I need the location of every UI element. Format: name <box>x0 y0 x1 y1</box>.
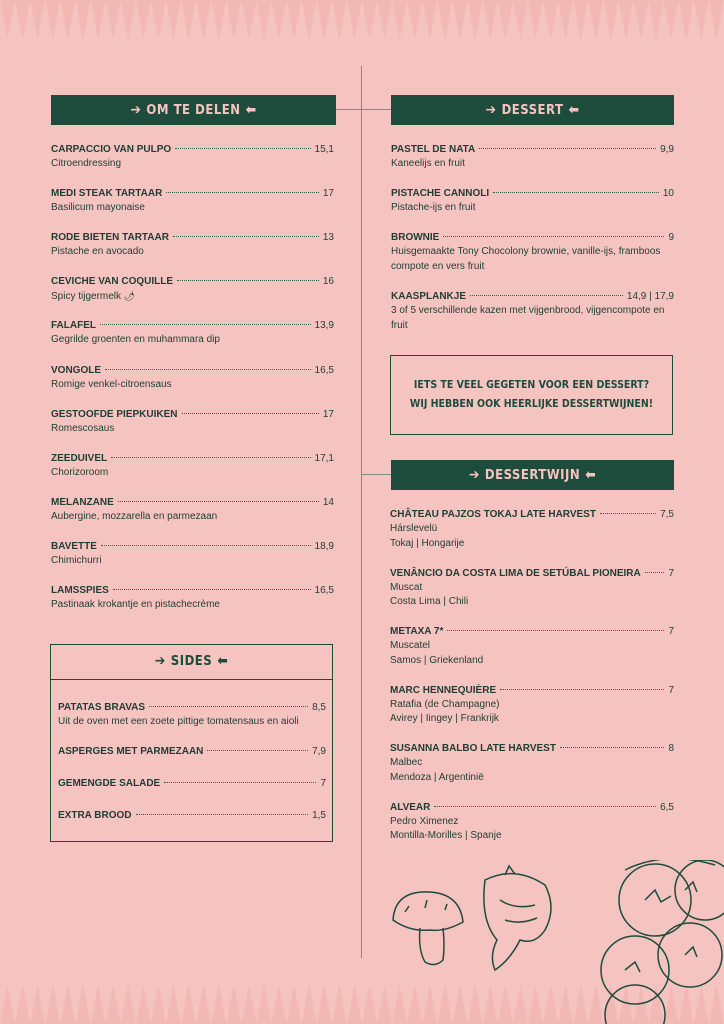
menu-item-name: KAASPLANKJE <box>391 291 467 302</box>
dot-leader <box>434 806 656 807</box>
menu-item-price: 17 <box>322 188 334 200</box>
dot-leader <box>182 413 319 414</box>
dessert-banner <box>391 95 674 125</box>
dot-leader <box>493 192 659 193</box>
vegetable-illustration <box>385 860 724 1024</box>
menu-item-description: Chimichurri <box>51 554 102 566</box>
menu-item-price: 7,9 <box>312 746 326 757</box>
menu-item-name: LAMSSPIES <box>51 585 109 596</box>
dessert-banner-title: DESSERT <box>501 102 564 118</box>
menu-item <box>58 701 326 730</box>
dot-leader <box>177 280 319 281</box>
menu-item-name: CEVICHE VAN COQUILLE <box>51 276 174 288</box>
note-line-1: IETS TE VEEL GEGETEN VOOR EEN DESSERT? <box>413 379 650 391</box>
dot-leader <box>118 501 319 502</box>
dot-leader <box>149 706 308 707</box>
menu-item <box>51 187 334 216</box>
menu-item <box>391 231 674 274</box>
tomato-cluster-icon <box>601 860 724 1024</box>
arrow-left-icon: ⬅ <box>245 102 257 118</box>
menu-item-name: PASTEL DE NATA <box>391 144 476 155</box>
menu-item-description: Avirey | Iingey | Frankrijk <box>390 713 499 724</box>
menu-item-name: ASPERGES MET PARMEZAAN <box>58 746 204 757</box>
menu-item-name: GEMENGDE SALADE <box>58 778 161 789</box>
sides-header-line <box>51 679 332 680</box>
menu-item-price: 7 <box>320 778 326 789</box>
menu-item-description: Citroendressing <box>51 158 122 169</box>
menu-item-description: Basilicum mayonaise <box>51 202 145 214</box>
menu-item <box>58 777 326 791</box>
menu-item <box>391 143 674 172</box>
menu-item-price: 15,1 <box>314 144 334 155</box>
menu-item-description: Pistache en avocado <box>51 246 144 258</box>
menu-item-description: 3 of 5 verschillende kazen met vijgenbrood, vijgencompote en fruit <box>391 305 665 331</box>
menu-item-name: PISTACHE CANNOLI <box>391 188 490 199</box>
menu-item-name: CHÂTEAU PAJZOS TOKAJ LATE HARVEST <box>390 509 596 520</box>
menu-item-price: 9,9 <box>660 144 674 155</box>
menu-item <box>51 275 334 305</box>
menu-item-name: RODE BIETEN TARTAAR <box>51 232 169 244</box>
dot-leader <box>164 782 316 783</box>
arrow-left-icon: ⬅ <box>585 467 597 483</box>
arrow-left-icon: ⬅ <box>568 102 580 118</box>
menu-item <box>51 319 334 348</box>
menu-item-price: 8 <box>668 743 674 754</box>
menu-item-price: 7 <box>668 626 674 637</box>
dot-leader <box>207 750 308 751</box>
dot-leader <box>600 513 656 514</box>
menu-item-description: Pedro Ximenez <box>390 815 459 827</box>
sides-banner <box>50 644 333 678</box>
menu-item <box>58 809 326 823</box>
menu-item-name: ALVEAR <box>390 801 431 813</box>
dot-leader <box>447 630 664 631</box>
menu-item <box>390 625 674 668</box>
arrow-right-icon: ➔ <box>130 102 142 118</box>
menu-item-description: Hárslevelü <box>390 523 438 534</box>
menu-item-description: Pistache-ijs en fruit <box>391 202 476 213</box>
menu-item <box>391 290 674 333</box>
dot-leader <box>166 192 319 193</box>
menu-item <box>51 231 334 260</box>
menu-item-name: FALAFEL <box>51 320 96 332</box>
dot-leader <box>500 689 664 690</box>
menu-item-name: GESTOOFDE PIEPKUIKEN <box>51 408 178 420</box>
menu-item-description: Pastinaak krokantje en pistachecrème <box>51 599 220 610</box>
menu-item-price: 13,9 <box>314 320 334 332</box>
dot-leader <box>175 148 310 149</box>
menu-item <box>51 452 334 481</box>
menu-item-price: 13 <box>322 232 334 244</box>
dot-leader <box>443 236 664 237</box>
menu-item-name: SUSANNA BALBO LATE HARVEST <box>390 743 556 754</box>
dot-leader <box>113 589 311 590</box>
menu-item-description: Costa Lima | Chili <box>390 596 469 607</box>
menu-item-name: MELANZANE <box>51 496 114 508</box>
menu-item-description: Kaneelijs en fruit <box>391 158 465 169</box>
dot-leader <box>560 747 665 748</box>
menu-item-description: Malbec <box>390 757 423 768</box>
menu-item-price: 7,5 <box>660 509 674 520</box>
menu-item <box>391 187 674 216</box>
chili-pepper-icon: 🌶 <box>121 291 135 302</box>
menu-item-description: Romige venkel-citroensaus <box>51 378 172 390</box>
dot-leader <box>136 814 309 815</box>
menu-item <box>390 801 674 844</box>
menu-item-name: BROWNIE <box>391 232 440 243</box>
menu-item-price: 14 <box>322 496 334 508</box>
menu-item-price: 9 <box>668 232 674 243</box>
dessert-wine-note <box>390 355 673 435</box>
menu-item <box>51 364 334 393</box>
share-banner-title: OM TE DELEN <box>146 102 241 118</box>
menu-item-price: 18,9 <box>314 540 334 552</box>
dessert-wine-banner <box>391 460 674 490</box>
menu-item-description: Huisgemaakte Tony Chocolony brownie, vanille-ijs, framboos compote en vers fruit <box>391 246 661 272</box>
menu-item-price: 16,5 <box>314 364 334 376</box>
menu-item <box>51 496 334 525</box>
top-zigzag-border <box>0 0 724 46</box>
arrow-right-icon: ➔ <box>485 102 497 118</box>
menu-item <box>390 684 674 727</box>
menu-item-name: METAXA 7* <box>390 626 444 637</box>
sides-banner-title: SIDES <box>170 653 213 669</box>
menu-item-name: BAVETTE <box>51 540 97 552</box>
menu-item-description: Spicy tijgermelk 🌶 <box>51 291 135 303</box>
dot-leader <box>645 572 665 573</box>
dot-leader <box>111 457 310 458</box>
menu-item-price: 1,5 <box>312 810 326 821</box>
menu-item-name: VENÂNCIO DA COSTA LIMA DE SETÚBAL PIONEIRA <box>390 567 641 579</box>
mushroom-icon <box>393 892 463 965</box>
menu-item <box>51 408 334 437</box>
menu-item-description: Gegrilde groenten en muhammara dip <box>51 334 220 346</box>
menu-item-name: PATATAS BRAVAS <box>58 702 146 713</box>
menu-item-description: Chorizoroom <box>51 466 109 478</box>
menu-item-description: Romescosaus <box>51 422 115 434</box>
dot-leader <box>105 369 311 370</box>
note-line-2: WIJ HEBBEN OOK HEERLIJKE DESSERTWIJNEN! <box>409 398 654 410</box>
menu-item-name: MARC HENNEQUIÈRE <box>390 684 497 696</box>
menu-item-price: 17 <box>322 408 334 420</box>
menu-item-description: Tokaj | Hongarije <box>390 537 465 549</box>
dessert-wine-banner-title: DESSERTWIJN <box>484 467 581 483</box>
menu-item <box>390 508 674 551</box>
menu-item <box>51 540 334 569</box>
menu-item <box>390 742 674 785</box>
menu-item-price: 7 <box>668 684 674 696</box>
menu-item-price: 7 <box>668 567 674 579</box>
dot-leader <box>470 295 623 296</box>
menu-item-price: 8,5 <box>312 702 326 713</box>
menu-item-price: 6,5 <box>660 801 674 813</box>
menu-item-description: Ratafia (de Champagne) <box>390 698 500 710</box>
menu-item-name: EXTRA BROOD <box>58 810 132 821</box>
menu-item-price: 10 <box>662 188 674 199</box>
menu-item-description: Montilla-Morilles | Spanje <box>390 830 502 841</box>
center-divider <box>361 66 362 958</box>
menu-item <box>51 584 334 613</box>
banner-connector-top <box>336 109 392 110</box>
share-banner <box>51 95 336 125</box>
banner-connector-wine <box>361 474 392 475</box>
menu-item-description: Mendoza | Argentinië <box>390 771 484 783</box>
dot-leader <box>100 324 311 325</box>
menu-item-price: 17,1 <box>314 452 334 464</box>
menu-item <box>58 745 326 759</box>
menu-item-name: MEDI STEAK TARTAAR <box>51 188 163 200</box>
menu-item <box>390 567 674 610</box>
menu-item-description: Uit de oven met een zoete pittige tomatensaus en aioli <box>58 716 299 727</box>
menu-item-name: VONGOLE <box>51 364 102 376</box>
dot-leader <box>479 148 656 149</box>
menu-item-price: 14,9 | 17,9 <box>626 291 674 302</box>
menu-item-price: 16,5 <box>314 585 334 596</box>
menu-item-description: Aubergine, mozzarella en parmezaan <box>51 510 218 522</box>
arrow-right-icon: ➔ <box>468 467 480 483</box>
garlic-icon <box>484 866 551 970</box>
menu-item-description: Muscatel <box>390 640 431 651</box>
dot-leader <box>173 236 319 237</box>
menu-item-price: 16 <box>322 276 334 288</box>
menu-item-description: Muscat <box>390 581 423 593</box>
arrow-left-icon: ⬅ <box>217 653 229 669</box>
menu-item-description: Samos | Griekenland <box>390 654 484 666</box>
arrow-right-icon: ➔ <box>154 653 166 669</box>
dot-leader <box>101 545 311 546</box>
menu-item <box>51 143 334 172</box>
menu-item-name: CARPACCIO VAN PULPO <box>51 144 172 155</box>
menu-item-name: ZEEDUIVEL <box>51 452 108 464</box>
